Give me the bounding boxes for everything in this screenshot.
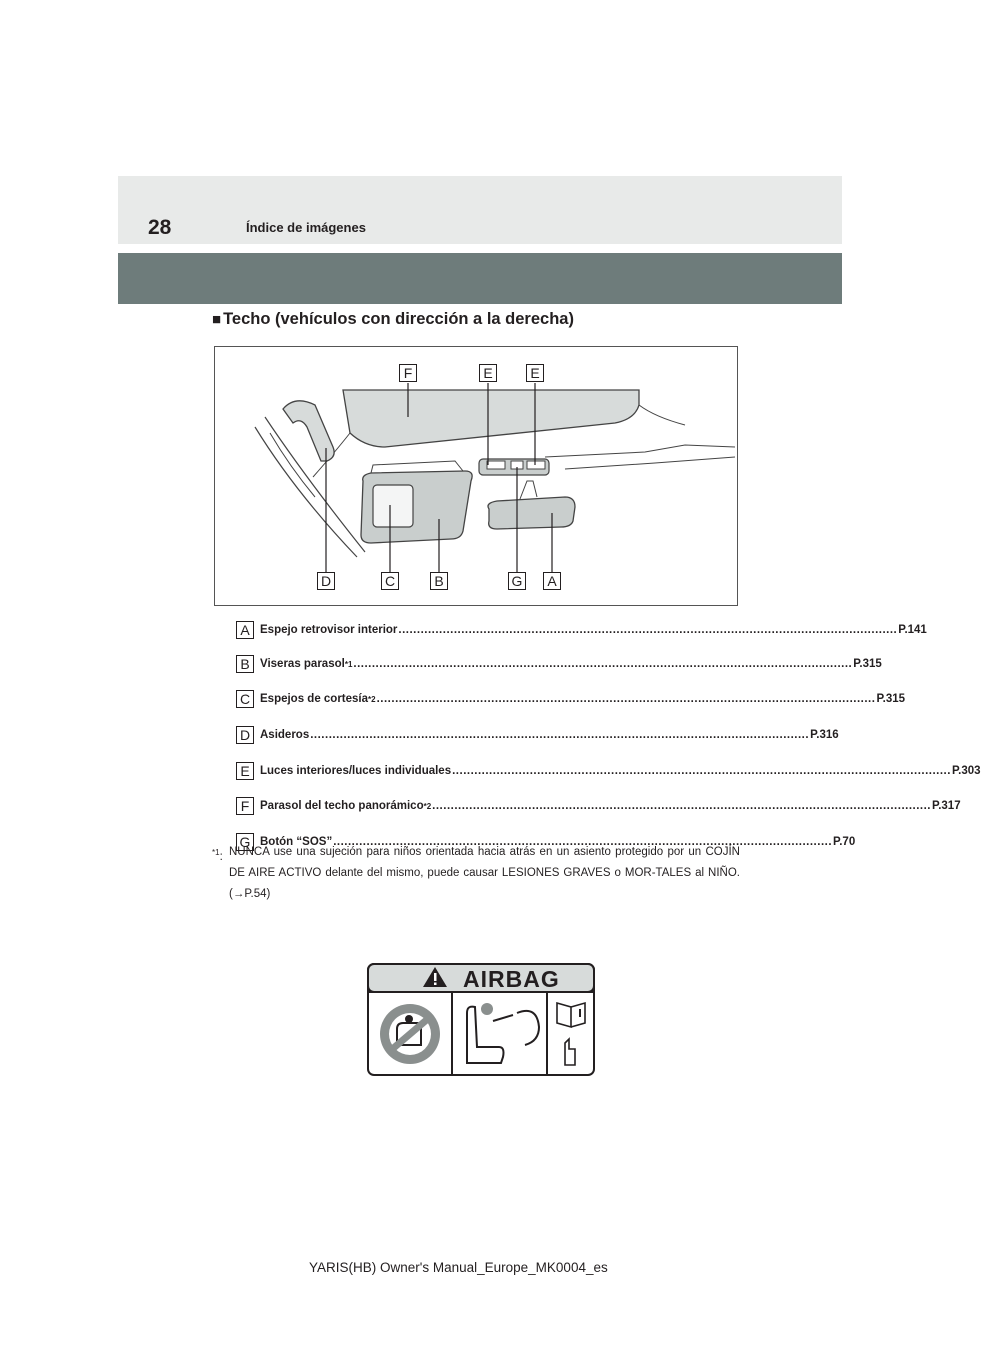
light-button-shape — [487, 461, 505, 469]
page-reference[interactable]: P.315 — [876, 693, 906, 705]
legend-key: E — [236, 762, 254, 780]
airbag-warning-label — [367, 963, 595, 1076]
legend-key: C — [236, 690, 254, 708]
header-band — [118, 176, 842, 244]
legend-item — [236, 725, 839, 745]
page-reference[interactable]: P.303 — [951, 765, 981, 777]
callout-A: A — [543, 572, 561, 590]
legend-item: B Viseras parasol *1 ....................................................................................................................................... P.315 — [236, 654, 724, 674]
dot-leader: ....................................................................................................................................... — [310, 729, 810, 741]
page-reference[interactable]: P.70 — [833, 836, 856, 848]
legend-key: B — [236, 655, 254, 673]
callout-D: D — [317, 572, 335, 590]
legend-label: Parasol del techo panorámico — [260, 800, 424, 812]
footnote-mark: $^{*1}$: — [212, 848, 223, 863]
legend-key: G — [236, 833, 254, 851]
callout-E: E — [526, 364, 544, 382]
callout-E: E — [479, 364, 497, 382]
headliner-line — [565, 457, 735, 469]
callout-G: G — [508, 572, 526, 590]
page-reference[interactable]: P.317 — [932, 800, 961, 812]
legend-item: C Espejos de cortesía *2 ....................................................................................................................................... P.315 — [236, 689, 724, 709]
page-reference[interactable]: P.315 — [853, 658, 882, 670]
legend-item: F Parasol del techo panorámico *2 ....................................................................................................................................... P.317 — [236, 796, 724, 816]
title-band — [118, 253, 842, 304]
dot-leader: ....................................................................................................................................... — [452, 765, 951, 777]
headliner-line — [639, 405, 685, 425]
legend-label: Espejo retrovisor interior — [260, 624, 398, 636]
legend-item — [236, 620, 927, 640]
running-head: Índice de imágenes — [246, 220, 366, 235]
page-reference[interactable]: P.141 — [898, 624, 927, 636]
legend-label: Viseras parasol — [260, 658, 345, 670]
dot-leader: ....................................................................................................................................... — [398, 624, 898, 636]
dot-leader: ....................................................................................................................................... — [376, 693, 876, 705]
page-number: 28 — [148, 216, 172, 239]
callout-F: F — [399, 364, 417, 382]
roof-illustration — [214, 346, 738, 606]
page-reference[interactable]: P.316 — [810, 729, 839, 741]
head-icon — [481, 1003, 493, 1015]
footnote-text: NUNCA use una sujeción para niños orientada hacia atrás en un asiento protegido por un COJÍN DE AIRE ACTIVO delante del mismo, puede causar LESIONES GRAVES o MOR-TALES al NIÑO. (→P.54) — [229, 846, 740, 900]
bullet-square-icon: ■ — [212, 311, 222, 328]
callout-B: B — [430, 572, 448, 590]
section-heading — [212, 310, 574, 329]
legend-label: Asideros — [260, 729, 310, 741]
legend-key: D — [236, 726, 254, 744]
light-button-shape — [527, 461, 545, 469]
dot-leader: ....................................................................................................................................... — [432, 800, 932, 812]
airbag-title: AIRBAG — [463, 966, 560, 992]
footnote — [212, 842, 740, 905]
mirror-mount — [520, 481, 537, 499]
legend-item — [236, 761, 981, 781]
airbag-label-graphic — [367, 963, 595, 1076]
legend-key: F — [236, 797, 254, 815]
footer-text: YARIS(HB) Owner's Manual_Europe_MK0004_es — [309, 1260, 608, 1275]
section-heading-text: Techo (vehículos con dirección a la derecha) — [223, 310, 574, 328]
legend-label: Espejos de cortesía — [260, 693, 369, 705]
pillar-line — [255, 427, 357, 557]
callout-C: C — [381, 572, 399, 590]
headliner-line — [545, 445, 735, 457]
vanity-mirror-shape — [373, 485, 413, 527]
legend-key: A — [236, 621, 254, 639]
roof-illustration-drawing — [215, 347, 737, 605]
legend-label: Luces interiores/luces individuales — [260, 765, 452, 777]
rear-view-mirror-shape — [488, 497, 575, 529]
legend-label: Botón “SOS” — [260, 836, 333, 848]
panoramic-roof-shape — [343, 390, 639, 447]
pillar-line — [270, 433, 315, 497]
dot-leader: ....................................................................................................................................... — [353, 658, 853, 670]
dot-leader: ....................................................................................................................................... — [333, 836, 833, 848]
